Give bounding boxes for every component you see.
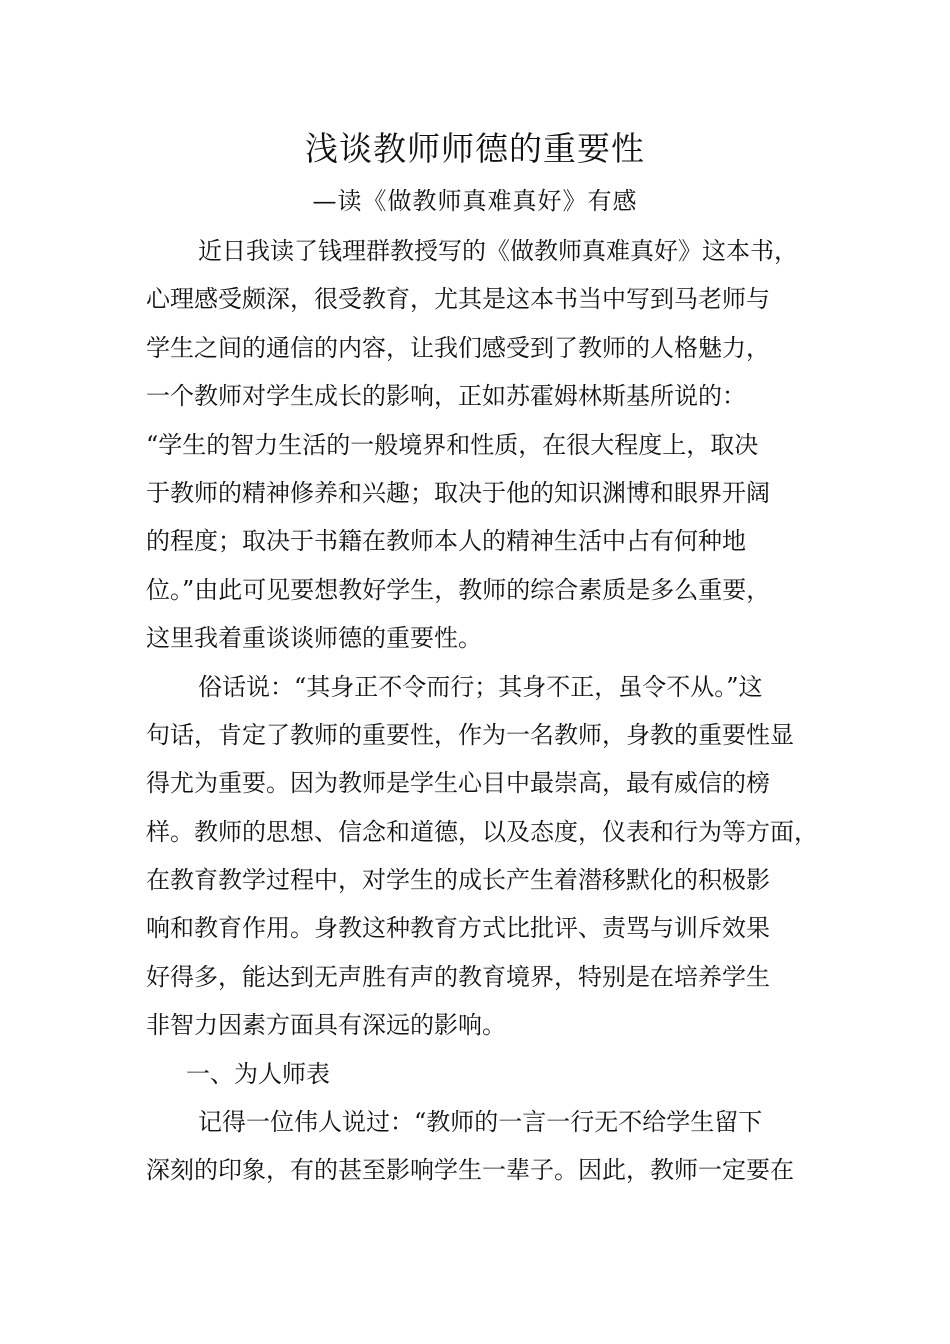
document-subtitle: —读《做教师真难真好》有感 xyxy=(312,187,638,215)
text-line: 样。教师的思想、信念和道德，以及态度，仪表和行为等方面， xyxy=(146,817,818,846)
text-line: 的程度；取决于书籍在教师本人的精神生活中占有何种地 xyxy=(146,527,746,556)
text-line: 学生之间的通信的内容，让我们感受到了教师的人格魅力， xyxy=(146,333,770,362)
text-line: 近日我读了钱理群教授写的《做教师真难真好》这本书， xyxy=(198,237,798,265)
text-line: 深刻的印象，有的甚至影响学生一辈子。因此，教师一定要在 xyxy=(146,1156,794,1185)
text-line: 记得一位伟人说过：“教师的一言一行无不给学生留下 xyxy=(198,1108,763,1137)
text-line: 心理感受颇深，很受教育，尤其是这本书当中写到马老师与 xyxy=(146,285,770,314)
document-title: 浅谈教师师德的重要性 xyxy=(305,129,645,168)
section-heading: 一、为人师表 xyxy=(186,1059,330,1088)
text-line: 位。”由此可见要想教好学生，教师的综合素质是多么重要， xyxy=(146,575,771,604)
text-line: 俗话说：“其身正不令而行；其身不正，虽令不从。”这 xyxy=(198,672,763,701)
text-line: 在教育教学过程中，对学生的成长产生着潜移默化的积极影 xyxy=(146,866,770,895)
text-line: 句话，肯定了教师的重要性，作为一名教师，身教的重要性显 xyxy=(146,720,794,749)
text-line: 于教师的精神修养和兴趣；取决于他的知识渊博和眼界开阔 xyxy=(146,478,770,507)
text-line: 这里我着重谈谈师德的重要性。 xyxy=(146,624,482,653)
text-line: 好得多，能达到无声胜有声的教育境界，特别是在培养学生 xyxy=(146,962,770,991)
text-line: “学生的智力生活的一般境界和性质，在很大程度上，取决 xyxy=(146,430,759,459)
text-line: 得尤为重要。因为教师是学生心目中最崇高，最有威信的榜 xyxy=(146,769,770,798)
document-body xyxy=(146,227,818,1195)
text-line: 非智力因素方面具有深远的影响。 xyxy=(146,1011,506,1040)
text-line: 响和教育作用。身教这种教育方式比批评、责骂与训斥效果 xyxy=(146,914,770,943)
text-line: 一个教师对学生成长的影响，正如苏霍姆林斯基所说的： xyxy=(146,382,746,411)
